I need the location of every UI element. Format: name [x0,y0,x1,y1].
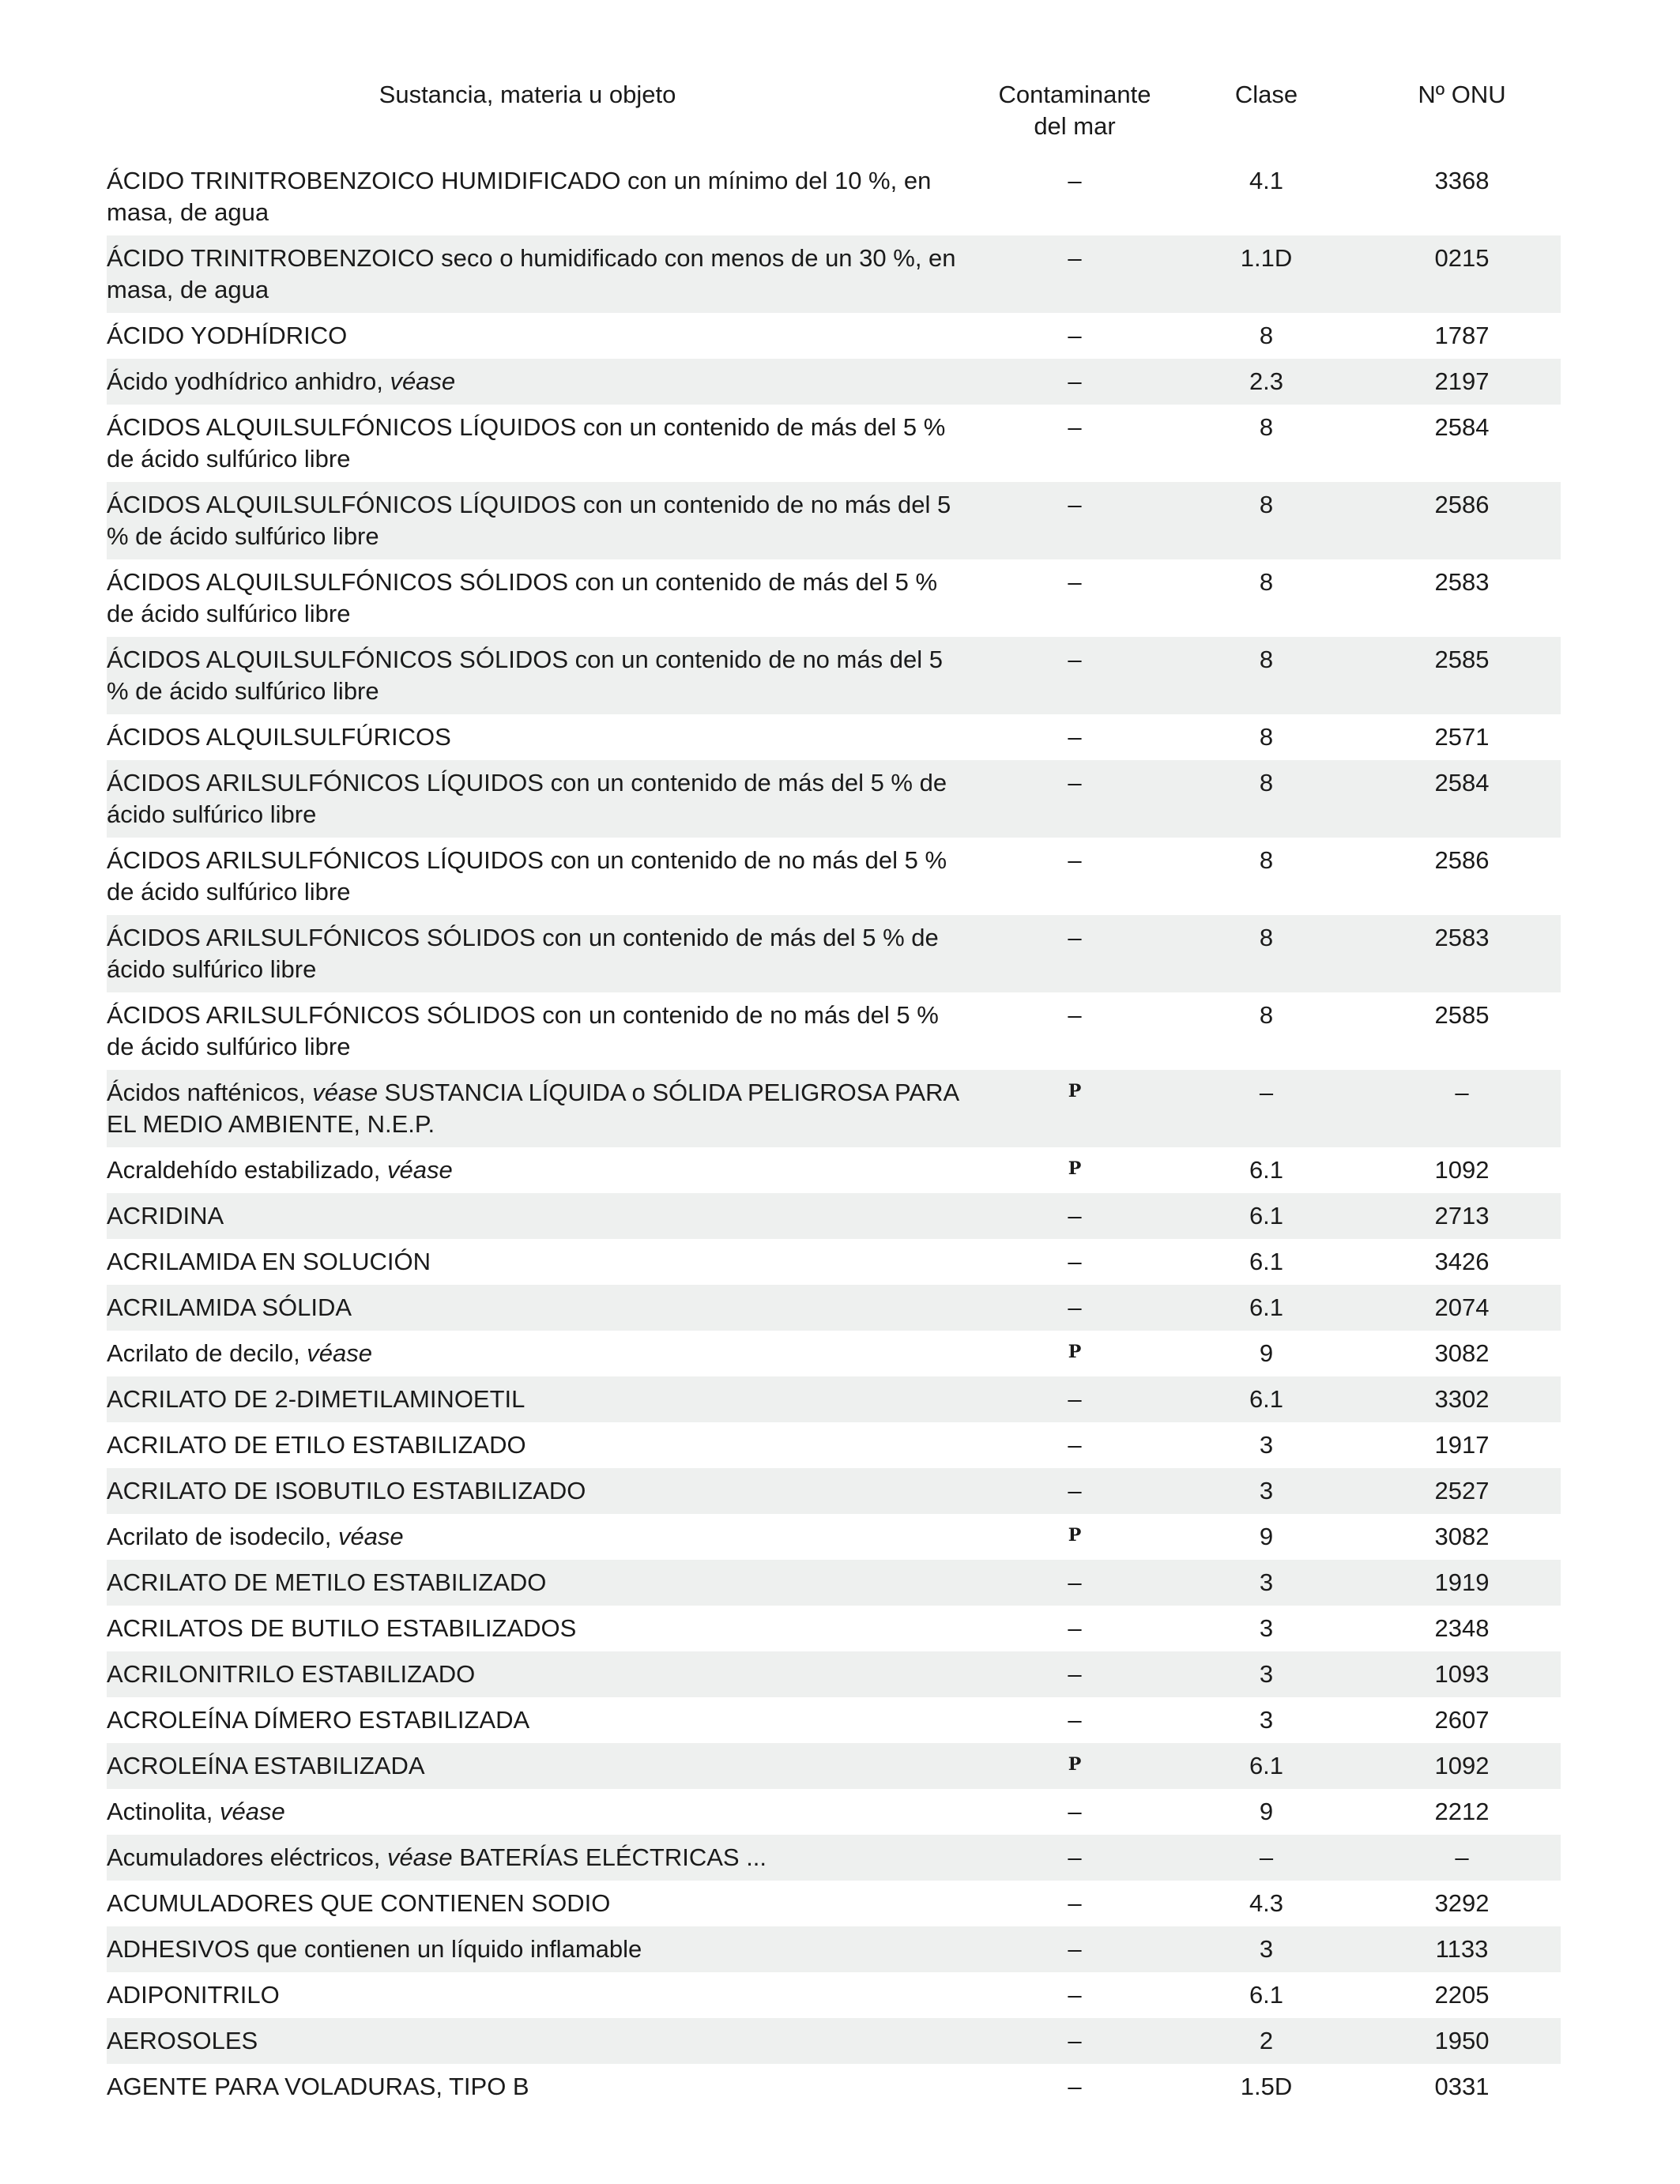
substance-name: ÁCIDOS ARILSULFÓNICOS SÓLIDOS con un contenido de no más del 5 % de ácido sulfúrico libre [107,1001,939,1060]
cell-marine-pollutant: – [1068,322,1082,349]
table-row [107,235,1561,313]
cell-substance [107,366,980,397]
table-row [107,2064,1561,2110]
cell-marine-pollutant: – [1068,1293,1082,1321]
cell-marine-pollutant: – [1068,1385,1082,1413]
cell-substance [107,1521,980,1553]
cell-marine-pollutant: P [1068,1158,1082,1179]
cell-marine-pollutant: – [1068,1706,1082,1734]
substance-name: Acraldehído estabilizado, [107,1156,381,1184]
cell-marine-pollutant: – [1068,1889,1082,1917]
cell-un-number: 2205 [1434,1981,1490,2009]
cell-marine-pollutant: – [1068,846,1082,874]
cell-class: 8 [1259,322,1274,349]
cell-substance [107,489,980,552]
substance-name: ÁCIDO YODHÍDRICO [107,322,348,349]
cell-class: 3 [1259,1935,1274,1963]
cell-class: 4.3 [1249,1889,1284,1917]
cell-marine-pollutant: – [1068,769,1082,796]
cell-class: 8 [1259,924,1274,951]
cell-marine-pollutant: – [1068,2073,1082,2100]
substance-name: ÁCIDOS ARILSULFÓNICOS LÍQUIDOS con un contenido de no más del 5 % de ácido sulfúrico libre [107,846,947,906]
cell-substance [107,1613,980,1644]
substance-name: ÁCIDOS ALQUILSULFÓNICOS LÍQUIDOS con un contenido de más del 5 % de ácido sulfúrico libre [107,413,946,473]
cell-marine-pollutant: – [1068,1843,1082,1871]
cell-substance [107,1154,980,1186]
substance-name: ACUMULADORES QUE CONTIENEN SODIO [107,1889,611,1917]
table-row [107,1239,1561,1285]
substance-name: ADHESIVOS que contienen un líquido inflamable [107,1935,642,1963]
cell-substance [107,1796,980,1828]
substance-name: ACRILATO DE ISOBUTILO ESTABILIZADO [107,1477,586,1504]
cell-marine-pollutant: – [1068,646,1082,673]
substance-name: ACRILATO DE 2-DIMETILAMINOETIL [107,1385,525,1413]
table-row [107,1972,1561,2018]
cell-un-number: 2571 [1434,723,1490,751]
table-row [107,1422,1561,1468]
cell-class: 3 [1259,1614,1274,1642]
table-row [107,559,1561,637]
cell-substance [107,1842,980,1873]
cell-class: 8 [1259,491,1274,518]
cell-substance [107,721,980,753]
cell-un-number: 3082 [1434,1523,1490,1550]
cell-marine-pollutant: – [1068,1798,1082,1825]
substance-name: Acumuladores eléctricos, [107,1843,381,1871]
substance-name: ÁCIDOS ARILSULFÓNICOS SÓLIDOS con un contenido de más del 5 % de ácido sulfúrico libre [107,924,939,983]
cell-class: 6.1 [1249,1981,1284,2009]
table-row [107,1560,1561,1606]
header-un-number: Nº ONU [1418,81,1506,108]
substance-name: ÁCIDOS ARILSULFÓNICOS LÍQUIDOS con un contenido de más del 5 % de ácido sulfúrico libre [107,769,947,828]
substance-name: ÁCIDO TRINITROBENZOICO seco o humidificado con menos de un 30 %, en masa, de agua [107,244,956,303]
cell-substance [107,922,980,985]
cell-substance [107,165,980,228]
cell-un-number: 2584 [1434,413,1490,441]
table-row [107,1285,1561,1331]
cell-substance [107,412,980,475]
cell-un-number: 2212 [1434,1798,1490,1825]
cell-un-number: – [1455,1843,1469,1871]
table-row [107,1835,1561,1881]
cell-un-number: 1092 [1434,1156,1490,1184]
table-row [107,1697,1561,1743]
cell-substance [107,1338,980,1369]
table-row [107,359,1561,405]
cell-un-number: 2527 [1434,1477,1490,1504]
cell-class: – [1259,1843,1274,1871]
cell-un-number: 1787 [1434,322,1490,349]
cell-substance [107,1292,980,1324]
cell-un-number: 3082 [1434,1339,1490,1367]
table-row [107,1376,1561,1422]
cell-un-number: – [1455,1079,1469,1106]
table-row [107,405,1561,482]
cell-class: 3 [1259,1706,1274,1734]
cell-marine-pollutant: – [1068,413,1082,441]
cell-class: – [1259,1079,1274,1106]
substance-name: ADIPONITRILO [107,1981,280,2009]
header-class: Clase [1234,81,1298,108]
cell-class: 3 [1259,1568,1274,1596]
cell-marine-pollutant: – [1068,1001,1082,1029]
cell-class: 3 [1259,1431,1274,1459]
cell-class: 1.1D [1240,244,1293,272]
cell-un-number: 1950 [1434,2027,1490,2054]
header-marine-pollutant: Contaminante del mar [998,81,1151,140]
substance-name: ACRILATOS DE BUTILO ESTABILIZADOS [107,1614,577,1642]
table-row [107,760,1561,838]
substance-name: Actinolita, [107,1798,213,1825]
see-reference: véase [382,367,456,395]
see-reference: véase [380,1156,453,1184]
cell-un-number: 2607 [1434,1706,1490,1734]
cell-substance [107,1200,980,1232]
cell-class: 6.1 [1249,1156,1284,1184]
substance-name: ACRILAMIDA EN SOLUCIÓN [107,1248,431,1275]
cell-marine-pollutant: P [1068,1081,1082,1101]
cell-marine-pollutant: P [1068,1342,1082,1362]
header-substance: Sustancia, materia u objeto [379,81,676,108]
cell-class: 6.1 [1249,1293,1284,1321]
cell-marine-pollutant: – [1068,1477,1082,1504]
cell-marine-pollutant: – [1068,924,1082,951]
substance-name: ACRIDINA [107,1202,224,1229]
cell-class: 8 [1259,769,1274,796]
table-row [107,1147,1561,1193]
dangerous-goods-table [107,79,1561,2110]
table-row [107,1789,1561,1835]
cell-substance [107,1567,980,1598]
cell-un-number: 1919 [1434,1568,1490,1596]
cell-un-number: 2586 [1434,846,1490,874]
cell-un-number: 0215 [1434,244,1490,272]
cell-un-number: 3426 [1434,1248,1490,1275]
cell-un-number: 3368 [1434,167,1490,194]
cell-un-number: 2348 [1434,1614,1490,1642]
table-row [107,2018,1561,2064]
cell-un-number: 2585 [1434,1001,1490,1029]
substance-name: Acrilato de isodecilo, [107,1523,332,1550]
cell-substance [107,1077,980,1140]
cell-substance [107,1934,980,1965]
cell-class: 6.1 [1249,1385,1284,1413]
cell-un-number: 2197 [1434,367,1490,395]
cell-un-number: 2583 [1434,924,1490,951]
cell-un-number: 2586 [1434,491,1490,518]
table-row [107,1514,1561,1560]
cell-un-number: 2713 [1434,1202,1490,1229]
cell-substance [107,567,980,630]
table-row [107,1331,1561,1376]
substance-name: ACRILATO DE METILO ESTABILIZADO [107,1568,547,1596]
cell-marine-pollutant: – [1068,568,1082,596]
cell-marine-pollutant: – [1068,723,1082,751]
see-reference: véase [380,1843,453,1871]
cell-un-number: 3302 [1434,1385,1490,1413]
substance-name: ÁCIDOS ALQUILSULFÚRICOS [107,723,451,751]
cell-substance [107,1979,980,2011]
cell-substance [107,243,980,306]
cell-un-number: 0331 [1434,2073,1490,2100]
table-row [107,1743,1561,1789]
cell-substance [107,845,980,908]
substance-name: Ácidos nafténicos, [107,1079,306,1106]
cell-marine-pollutant: P [1068,1525,1082,1546]
cell-marine-pollutant: – [1068,1248,1082,1275]
cell-marine-pollutant: – [1068,491,1082,518]
cell-class: 3 [1259,1660,1274,1688]
substance-name: ÁCIDO TRINITROBENZOICO HUMIDIFICADO con un mínimo del 10 %, en masa, de agua [107,167,932,226]
cell-substance [107,1659,980,1690]
cell-un-number: 2584 [1434,769,1490,796]
table-row [107,313,1561,359]
cell-marine-pollutant: – [1068,244,1082,272]
table-row [107,838,1561,915]
cell-class: 8 [1259,568,1274,596]
cell-class: 8 [1259,846,1274,874]
cell-substance [107,320,980,352]
see-reference: véase [299,1339,373,1367]
cell-marine-pollutant: – [1068,2027,1082,2054]
cell-class: 8 [1259,1001,1274,1029]
cell-marine-pollutant: – [1068,367,1082,395]
cell-class: 2 [1259,2027,1274,2054]
table-row [107,1606,1561,1651]
see-reference: véase [305,1079,378,1106]
cell-marine-pollutant: – [1068,1660,1082,1688]
cell-marine-pollutant: – [1068,167,1082,194]
cell-substance [107,2025,980,2057]
cell-class: 9 [1259,1523,1274,1550]
cell-substance [107,1384,980,1415]
table-row [107,158,1561,235]
cell-class: 3 [1259,1477,1274,1504]
cell-substance [107,1750,980,1782]
cell-class: 2.3 [1249,367,1284,395]
substance-name: Ácido yodhídrico anhidro, [107,367,383,395]
table-row [107,1651,1561,1697]
cell-class: 8 [1259,723,1274,751]
reference-target: BATERÍAS ELÉCTRICAS ... [452,1843,767,1871]
substance-name: ACROLEÍNA DÍMERO ESTABILIZADA [107,1706,530,1734]
table-row [107,1070,1561,1147]
cell-un-number: 3292 [1434,1889,1490,1917]
cell-class: 6.1 [1249,1752,1284,1779]
cell-marine-pollutant: – [1068,1431,1082,1459]
cell-substance [107,1704,980,1736]
substance-name: ÁCIDOS ALQUILSULFÓNICOS SÓLIDOS con un contenido de no más del 5 % de ácido sulfúrico libre [107,646,943,705]
cell-substance [107,1888,980,1919]
cell-class: 4.1 [1249,167,1284,194]
cell-class: 8 [1259,413,1274,441]
cell-un-number: 1133 [1435,1935,1489,1963]
substance-name: AGENTE PARA VOLADURAS, TIPO B [107,2073,529,2100]
substance-name: ACRILONITRILO ESTABILIZADO [107,1660,476,1688]
cell-un-number: 2585 [1434,646,1490,673]
cell-class: 1.5D [1240,2073,1293,2100]
table-row [107,637,1561,714]
cell-substance [107,644,980,707]
table-row [107,1881,1561,1926]
cell-substance [107,2071,980,2103]
cell-marine-pollutant: P [1068,1754,1082,1775]
table-row [107,1926,1561,1972]
substance-name: AEROSOLES [107,2027,258,2054]
table-row [107,992,1561,1070]
cell-substance [107,1475,980,1507]
substance-name: ÁCIDOS ALQUILSULFÓNICOS LÍQUIDOS con un contenido de no más del 5 % de ácido sulfúrico libre [107,491,951,550]
substance-name: ÁCIDOS ALQUILSULFÓNICOS SÓLIDOS con un contenido de más del 5 % de ácido sulfúrico libre [107,568,938,627]
cell-class: 6.1 [1249,1202,1284,1229]
table-row [107,915,1561,992]
cell-class: 8 [1259,646,1274,673]
table-row [107,1468,1561,1514]
cell-marine-pollutant: – [1068,1568,1082,1596]
cell-un-number: 2074 [1434,1293,1490,1321]
table-body [107,158,1561,2110]
cell-substance [107,1000,980,1063]
cell-un-number: 2583 [1434,568,1490,596]
cell-marine-pollutant: – [1068,1202,1082,1229]
cell-substance [107,1246,980,1278]
cell-marine-pollutant: – [1068,1614,1082,1642]
table-row [107,714,1561,760]
cell-class: 9 [1259,1339,1274,1367]
substance-name: ACRILAMIDA SÓLIDA [107,1293,352,1321]
table-header [107,79,1561,158]
table-row [107,482,1561,559]
see-reference: véase [331,1523,404,1550]
cell-class: 9 [1259,1798,1274,1825]
cell-un-number: 1093 [1434,1660,1490,1688]
cell-un-number: 1917 [1434,1431,1490,1459]
cell-un-number: 1092 [1434,1752,1490,1779]
substance-name: Acrilato de decilo, [107,1339,300,1367]
reference-target: SUSTANCIA LÍQUIDA o SÓLIDA PELIGROSA PARA EL MEDIO AMBIENTE, N.E.P. [107,1079,959,1138]
substance-name: ACROLEÍNA ESTABILIZADA [107,1752,425,1779]
see-reference: véase [213,1798,285,1825]
cell-marine-pollutant: – [1068,1935,1082,1963]
cell-substance [107,767,980,830]
cell-class: 6.1 [1249,1248,1284,1275]
table-row [107,1193,1561,1239]
cell-substance [107,1429,980,1461]
cell-marine-pollutant: – [1068,1981,1082,2009]
substance-name: ACRILATO DE ETILO ESTABILIZADO [107,1431,526,1459]
